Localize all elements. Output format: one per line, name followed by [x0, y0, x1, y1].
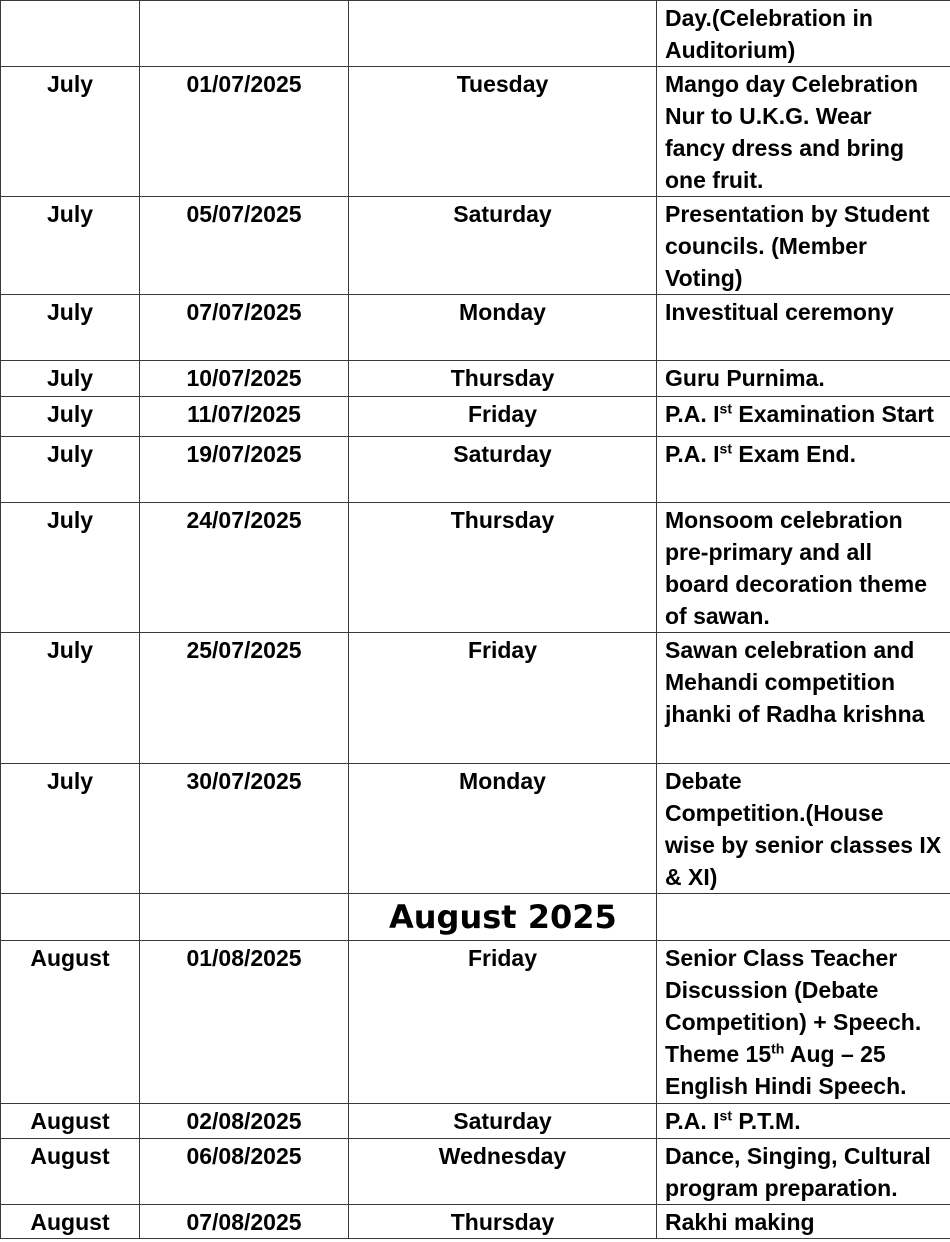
- event-cell: [657, 1139, 950, 1205]
- event-cell: [657, 1205, 950, 1239]
- event-line: Debate: [665, 768, 742, 794]
- day-cell: Friday: [349, 633, 657, 764]
- month-cell: [1, 1, 140, 67]
- event-cell: [657, 894, 950, 941]
- event-cell: [657, 503, 950, 633]
- event-text: P.T.M.: [732, 1108, 801, 1134]
- event-cell: [657, 764, 950, 894]
- event-cell: [657, 941, 950, 1104]
- event-line: [665, 1038, 944, 1070]
- event-cell: [657, 197, 950, 295]
- month-cell: July: [1, 397, 140, 437]
- day-cell: Friday: [349, 397, 657, 437]
- day-cell: Saturday: [349, 437, 657, 503]
- date-cell: [140, 894, 349, 941]
- superscript: th: [771, 1040, 785, 1057]
- event-line: Investitual ceremony: [665, 299, 894, 325]
- day-cell: Thursday: [349, 1205, 657, 1239]
- event-line: Guru Purnima.: [665, 365, 825, 391]
- table-row: [1, 1, 950, 67]
- day-cell: Tuesday: [349, 67, 657, 197]
- table-row: [1, 1205, 950, 1239]
- event-line: fancy dress and bring: [665, 135, 905, 161]
- event-text: Exam End.: [732, 441, 856, 467]
- event-text: Theme 15: [665, 1041, 772, 1067]
- date-cell: 07/08/2025: [140, 1205, 349, 1239]
- event-cell: [657, 361, 950, 397]
- event-text: P.A. I: [665, 441, 720, 467]
- event-line: English Hindi Speech.: [665, 1073, 907, 1099]
- month-cell: July: [1, 633, 140, 764]
- month-cell: August: [1, 1104, 140, 1139]
- date-cell: 02/08/2025: [140, 1104, 349, 1139]
- event-text: P.A. I: [665, 401, 720, 427]
- day-cell: Friday: [349, 941, 657, 1104]
- table-row: [1, 361, 950, 397]
- event-cell: [657, 1, 950, 67]
- event-line: Competition.(House: [665, 800, 884, 826]
- event-line: Senior Class Teacher: [665, 945, 898, 971]
- date-cell: 05/07/2025: [140, 197, 349, 295]
- table-row: [1, 941, 950, 1104]
- event-line: Presentation by Student: [665, 201, 930, 227]
- table-row: [1, 764, 950, 894]
- event-cell: [657, 633, 950, 764]
- event-line: one fruit.: [665, 167, 764, 193]
- table-row: [1, 197, 950, 295]
- event-text: Examination Start: [732, 401, 934, 427]
- month-cell: July: [1, 437, 140, 503]
- month-cell: July: [1, 67, 140, 197]
- date-cell: 01/08/2025: [140, 941, 349, 1104]
- event-cell: [657, 1104, 950, 1139]
- event-cell: [657, 67, 950, 197]
- month-cell: August: [1, 1205, 140, 1239]
- date-cell: 25/07/2025: [140, 633, 349, 764]
- event-line: [665, 1105, 944, 1137]
- date-cell: 06/08/2025: [140, 1139, 349, 1205]
- month-cell: July: [1, 503, 140, 633]
- month-heading: August 2025: [349, 894, 657, 941]
- event-line: [665, 398, 944, 430]
- event-line: Day.(Celebration in: [665, 5, 873, 31]
- event-line: Rakhi making: [665, 1209, 815, 1235]
- day-cell: Thursday: [349, 503, 657, 633]
- day-cell: [349, 1, 657, 67]
- event-text: Aug – 25: [784, 1041, 886, 1067]
- superscript: st: [719, 400, 732, 417]
- day-cell: Wednesday: [349, 1139, 657, 1205]
- event-line: Competition) + Speech.: [665, 1009, 922, 1035]
- event-cell: [657, 397, 950, 437]
- table-row: [1, 503, 950, 633]
- event-line: councils. (Member: [665, 233, 867, 259]
- event-cell: [657, 295, 950, 361]
- month-cell: July: [1, 197, 140, 295]
- date-cell: 07/07/2025: [140, 295, 349, 361]
- event-line: & XI): [665, 864, 718, 890]
- table-row: [1, 1139, 950, 1205]
- event-line: Monsoom celebration: [665, 507, 903, 533]
- superscript: st: [719, 1107, 732, 1124]
- month-heading-row: [1, 894, 950, 941]
- table-row: [1, 437, 950, 503]
- month-cell: [1, 894, 140, 941]
- table-row: [1, 633, 950, 764]
- event-line: jhanki of Radha krishna: [665, 701, 925, 727]
- event-line: of sawan.: [665, 603, 770, 629]
- table-row: [1, 1104, 950, 1139]
- date-cell: 11/07/2025: [140, 397, 349, 437]
- month-cell: July: [1, 361, 140, 397]
- date-cell: [140, 1, 349, 67]
- day-cell: Thursday: [349, 361, 657, 397]
- day-cell: Monday: [349, 295, 657, 361]
- event-line: program preparation.: [665, 1175, 898, 1201]
- day-cell: Saturday: [349, 1104, 657, 1139]
- date-cell: 10/07/2025: [140, 361, 349, 397]
- date-cell: 01/07/2025: [140, 67, 349, 197]
- event-cell: [657, 437, 950, 503]
- date-cell: 19/07/2025: [140, 437, 349, 503]
- event-line: Mehandi competition: [665, 669, 895, 695]
- event-line: Nur to U.K.G. Wear: [665, 103, 872, 129]
- event-line: Discussion (Debate: [665, 977, 879, 1003]
- day-cell: Monday: [349, 764, 657, 894]
- table-row: [1, 67, 950, 197]
- month-cell: July: [1, 295, 140, 361]
- date-cell: 30/07/2025: [140, 764, 349, 894]
- day-cell: Saturday: [349, 197, 657, 295]
- table-row: [1, 397, 950, 437]
- event-line: Mango day Celebration: [665, 71, 919, 97]
- event-line: pre-primary and all: [665, 539, 873, 565]
- event-line: board decoration theme: [665, 571, 927, 597]
- date-cell: 24/07/2025: [140, 503, 349, 633]
- month-cell: July: [1, 764, 140, 894]
- table-row: [1, 295, 950, 361]
- event-line: Voting): [665, 265, 743, 291]
- event-line: Auditorium): [665, 37, 796, 63]
- superscript: st: [719, 440, 732, 457]
- month-cell: August: [1, 1139, 140, 1205]
- event-line: Dance, Singing, Cultural: [665, 1143, 931, 1169]
- event-line: Sawan celebration and: [665, 637, 915, 663]
- event-line: [665, 438, 944, 470]
- month-cell: August: [1, 941, 140, 1104]
- event-line: wise by senior classes IX: [665, 832, 942, 858]
- event-text: P.A. I: [665, 1108, 720, 1134]
